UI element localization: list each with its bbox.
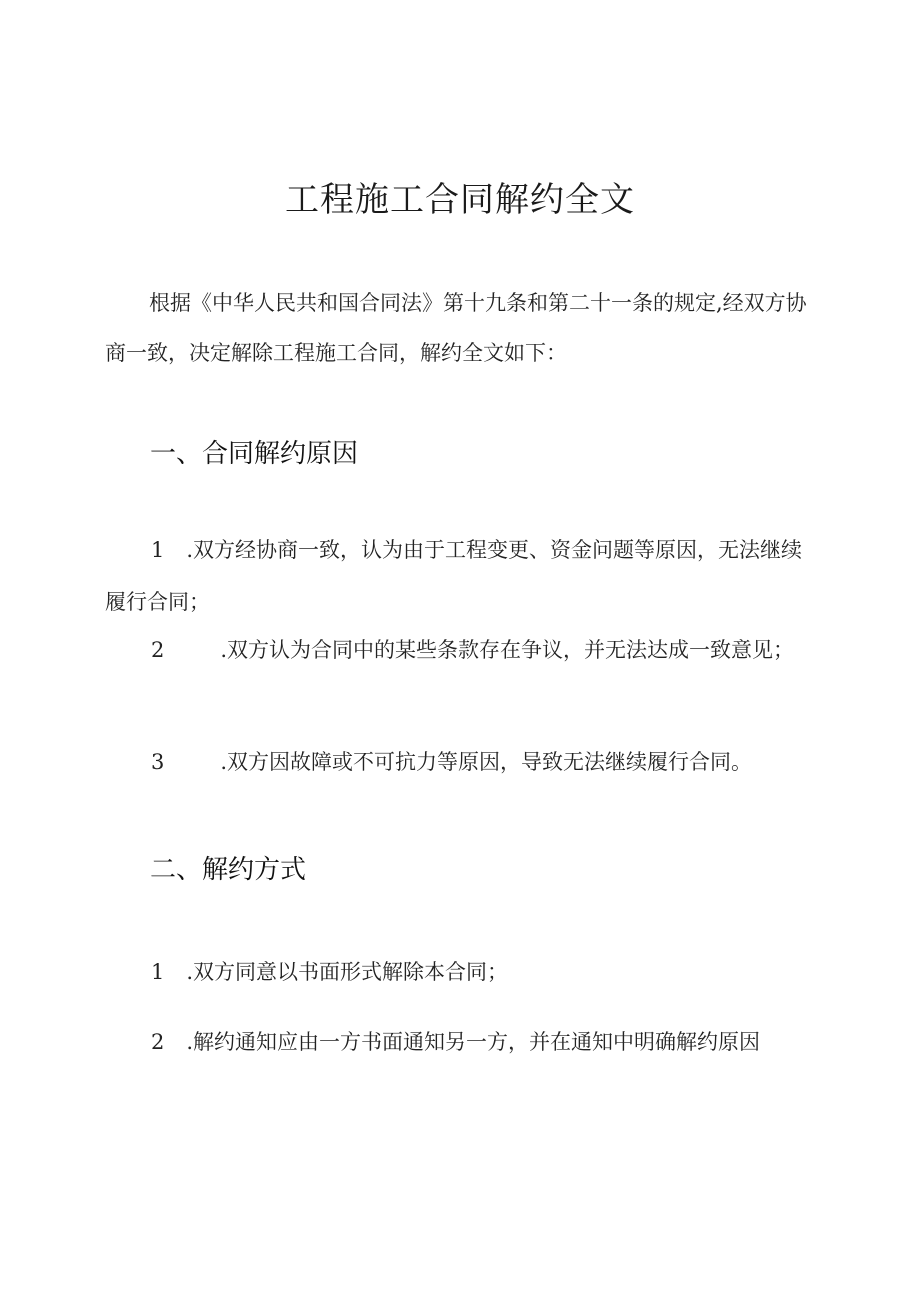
- document-title: 工程施工合同解约全文: [285, 180, 635, 220]
- intro-paragraph: 根据《中华人民共和国合同法》第十九条和第二十一条的规定,经双方协商一致，决定解除工程施工合同，解约全文如下：: [105, 291, 807, 365]
- list-item: [105, 524, 817, 628]
- item-number: 2: [151, 638, 165, 662]
- section-heading-reasons: 一、合同解约原因: [150, 439, 359, 469]
- item-number: 1: [151, 960, 165, 984]
- list-item: [105, 734, 817, 790]
- item-text: .双方认为合同中的某些条款存在争议，并无法达成一致意见；: [220, 638, 795, 662]
- item-text: .双方因故障或不可抗力等原因，导致无法继续履行合同。: [220, 750, 753, 774]
- item-text: .双方同意以书面形式解除本合同；: [186, 960, 509, 984]
- list-item: [105, 622, 817, 678]
- item-text: .双方经协商一致，认为由于工程变更、资金问题等原因，无法继续履行合同；: [105, 538, 803, 614]
- item-number: 1: [151, 538, 165, 562]
- section-heading-method: 二、解约方式: [150, 855, 307, 885]
- list-item: [105, 1014, 817, 1070]
- item-number: 3: [151, 750, 165, 774]
- item-text: .解约通知应由一方书面通知另一方，并在通知中明确解约原因: [186, 1030, 761, 1054]
- item-number: 2: [151, 1030, 165, 1054]
- list-item: [105, 944, 817, 1000]
